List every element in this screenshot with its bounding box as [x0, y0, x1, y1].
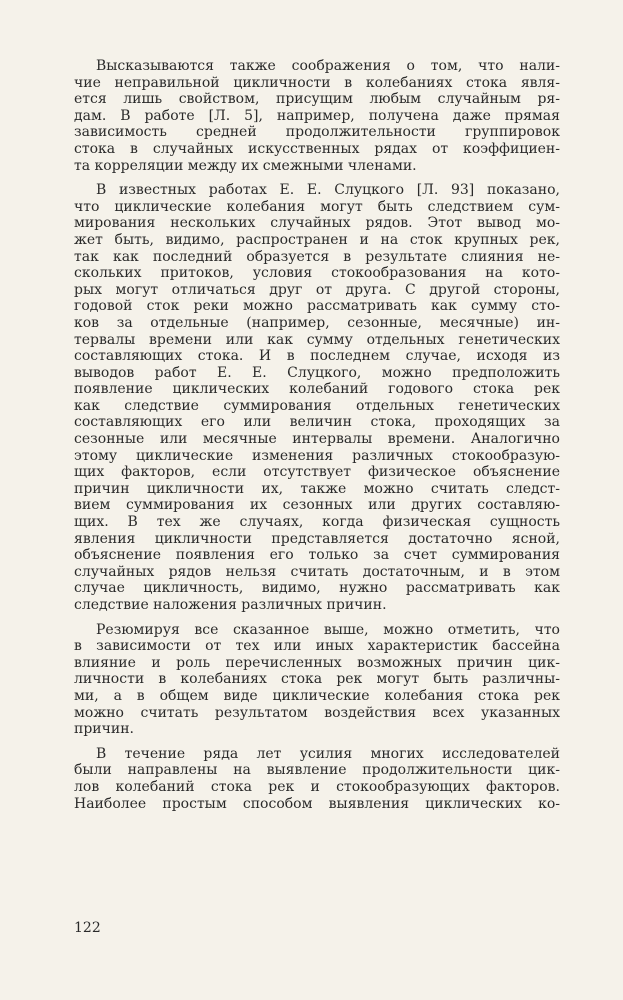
text-line: можно считать результатом воздействия всех указанных: [74, 704, 560, 721]
text-line: случае цикличность, видимо, нужно рассматривать как: [74, 580, 560, 597]
paragraph: [74, 182, 560, 613]
text-line: рых могут отличаться друг от друга. С другой стороны,: [74, 281, 560, 298]
text-line: ется лишь свойством, присущим любым случайным ря-: [74, 91, 560, 108]
page-text: [74, 58, 560, 812]
text-line: дам. В работе [Л. 5], например, получена даже прямая: [74, 107, 560, 124]
paragraph-gap: [74, 614, 560, 622]
text-line: личности в колебаниях стока рек могут быть различны-: [74, 671, 560, 688]
text-line: скольких притоков, условия стокообразования на кото-: [74, 265, 560, 282]
text-line: были направлены на выявление продолжительности цик-: [74, 762, 560, 779]
text-line: случайных рядов нельзя считать достаточным, и в этом: [74, 563, 560, 580]
text-line: причин цикличности их, также можно считать следст-: [74, 480, 560, 497]
text-line: в зависимости от тех или иных характеристик бассейна: [74, 638, 560, 655]
text-line: составляющих его или величин стока, проходящих за: [74, 414, 560, 431]
paragraph-gap: [74, 174, 560, 182]
text-line: ми, а в общем виде циклические колебания стока рек: [74, 687, 560, 704]
text-line: мирования нескольких случайных рядов. Этот вывод мо-: [74, 215, 560, 232]
text-line: годовой сток реки можно рассматривать как сумму сто-: [74, 298, 560, 315]
text-line: Резюмируя все сказанное выше, можно отметить, что: [96, 621, 560, 638]
text-line: объяснение появления его только за счет суммирования: [74, 547, 560, 564]
paragraph: [74, 58, 560, 174]
paragraph: [74, 746, 560, 812]
text-line: выводов работ Е. Е. Слуцкого, можно предположить: [74, 364, 560, 381]
text-line: щих. В тех же случаях, когда физическая сущность: [74, 514, 560, 531]
text-line: зависимость средней продолжительности группировок: [74, 124, 560, 141]
text-line: Наиболее простым способом выявления циклических ко-: [74, 795, 560, 812]
text-line: как следствие суммирования отдельных генетических: [74, 397, 560, 414]
text-line: тервалы времени или как сумму отдельных генетических: [74, 331, 560, 348]
text-line: влияние и роль перечисленных возможных причин цик-: [74, 654, 560, 671]
text-line: В известных работах Е. Е. Слуцкого [Л. 93] показано,: [96, 182, 560, 199]
text-line: этому циклические изменения различных стокообразую-: [74, 447, 560, 464]
text-line: так как последний образуется в результате слияния не-: [74, 248, 560, 265]
text-line: ков за отдельные (например, сезонные, месячные) ин-: [74, 314, 560, 331]
text-line: стока в случайных искусственных рядах от коэффициен-: [74, 140, 560, 157]
text-line: чие неправильной цикличности в колебаниях стока явля-: [74, 74, 560, 91]
text-line: вием суммирования их сезонных или других составляю-: [74, 497, 560, 514]
text-line: жет быть, видимо, распространен и на сток крупных рек,: [74, 231, 560, 248]
text-line: та корреляции между их смежными членами.: [74, 157, 417, 174]
text-line: составляющих стока. И в последнем случае, исходя из: [74, 348, 560, 365]
text-line: сезонные или месячные интервалы времени. Аналогично: [74, 431, 560, 448]
text-line: что циклические колебания могут быть следствием сум-: [74, 198, 560, 215]
paragraph-gap: [74, 738, 560, 746]
text-line: В течение ряда лет усилия многих исследователей: [96, 745, 560, 762]
text-line: причин.: [74, 721, 134, 738]
text-line: появление циклических колебаний годового стока рек: [74, 381, 560, 398]
text-line: явления цикличности представляется достаточно ясной,: [74, 530, 560, 547]
text-line: Высказываются также соображения о том, что нали-: [96, 58, 560, 74]
text-line: щих факторов, если отсутствует физическое объяснение: [74, 464, 560, 481]
paragraph: [74, 622, 560, 738]
text-line: лов колебаний стока рек и стокообразующих факторов.: [74, 778, 560, 795]
text-line: следствие наложения различных причин.: [74, 597, 387, 613]
page-number: 122: [74, 920, 101, 936]
